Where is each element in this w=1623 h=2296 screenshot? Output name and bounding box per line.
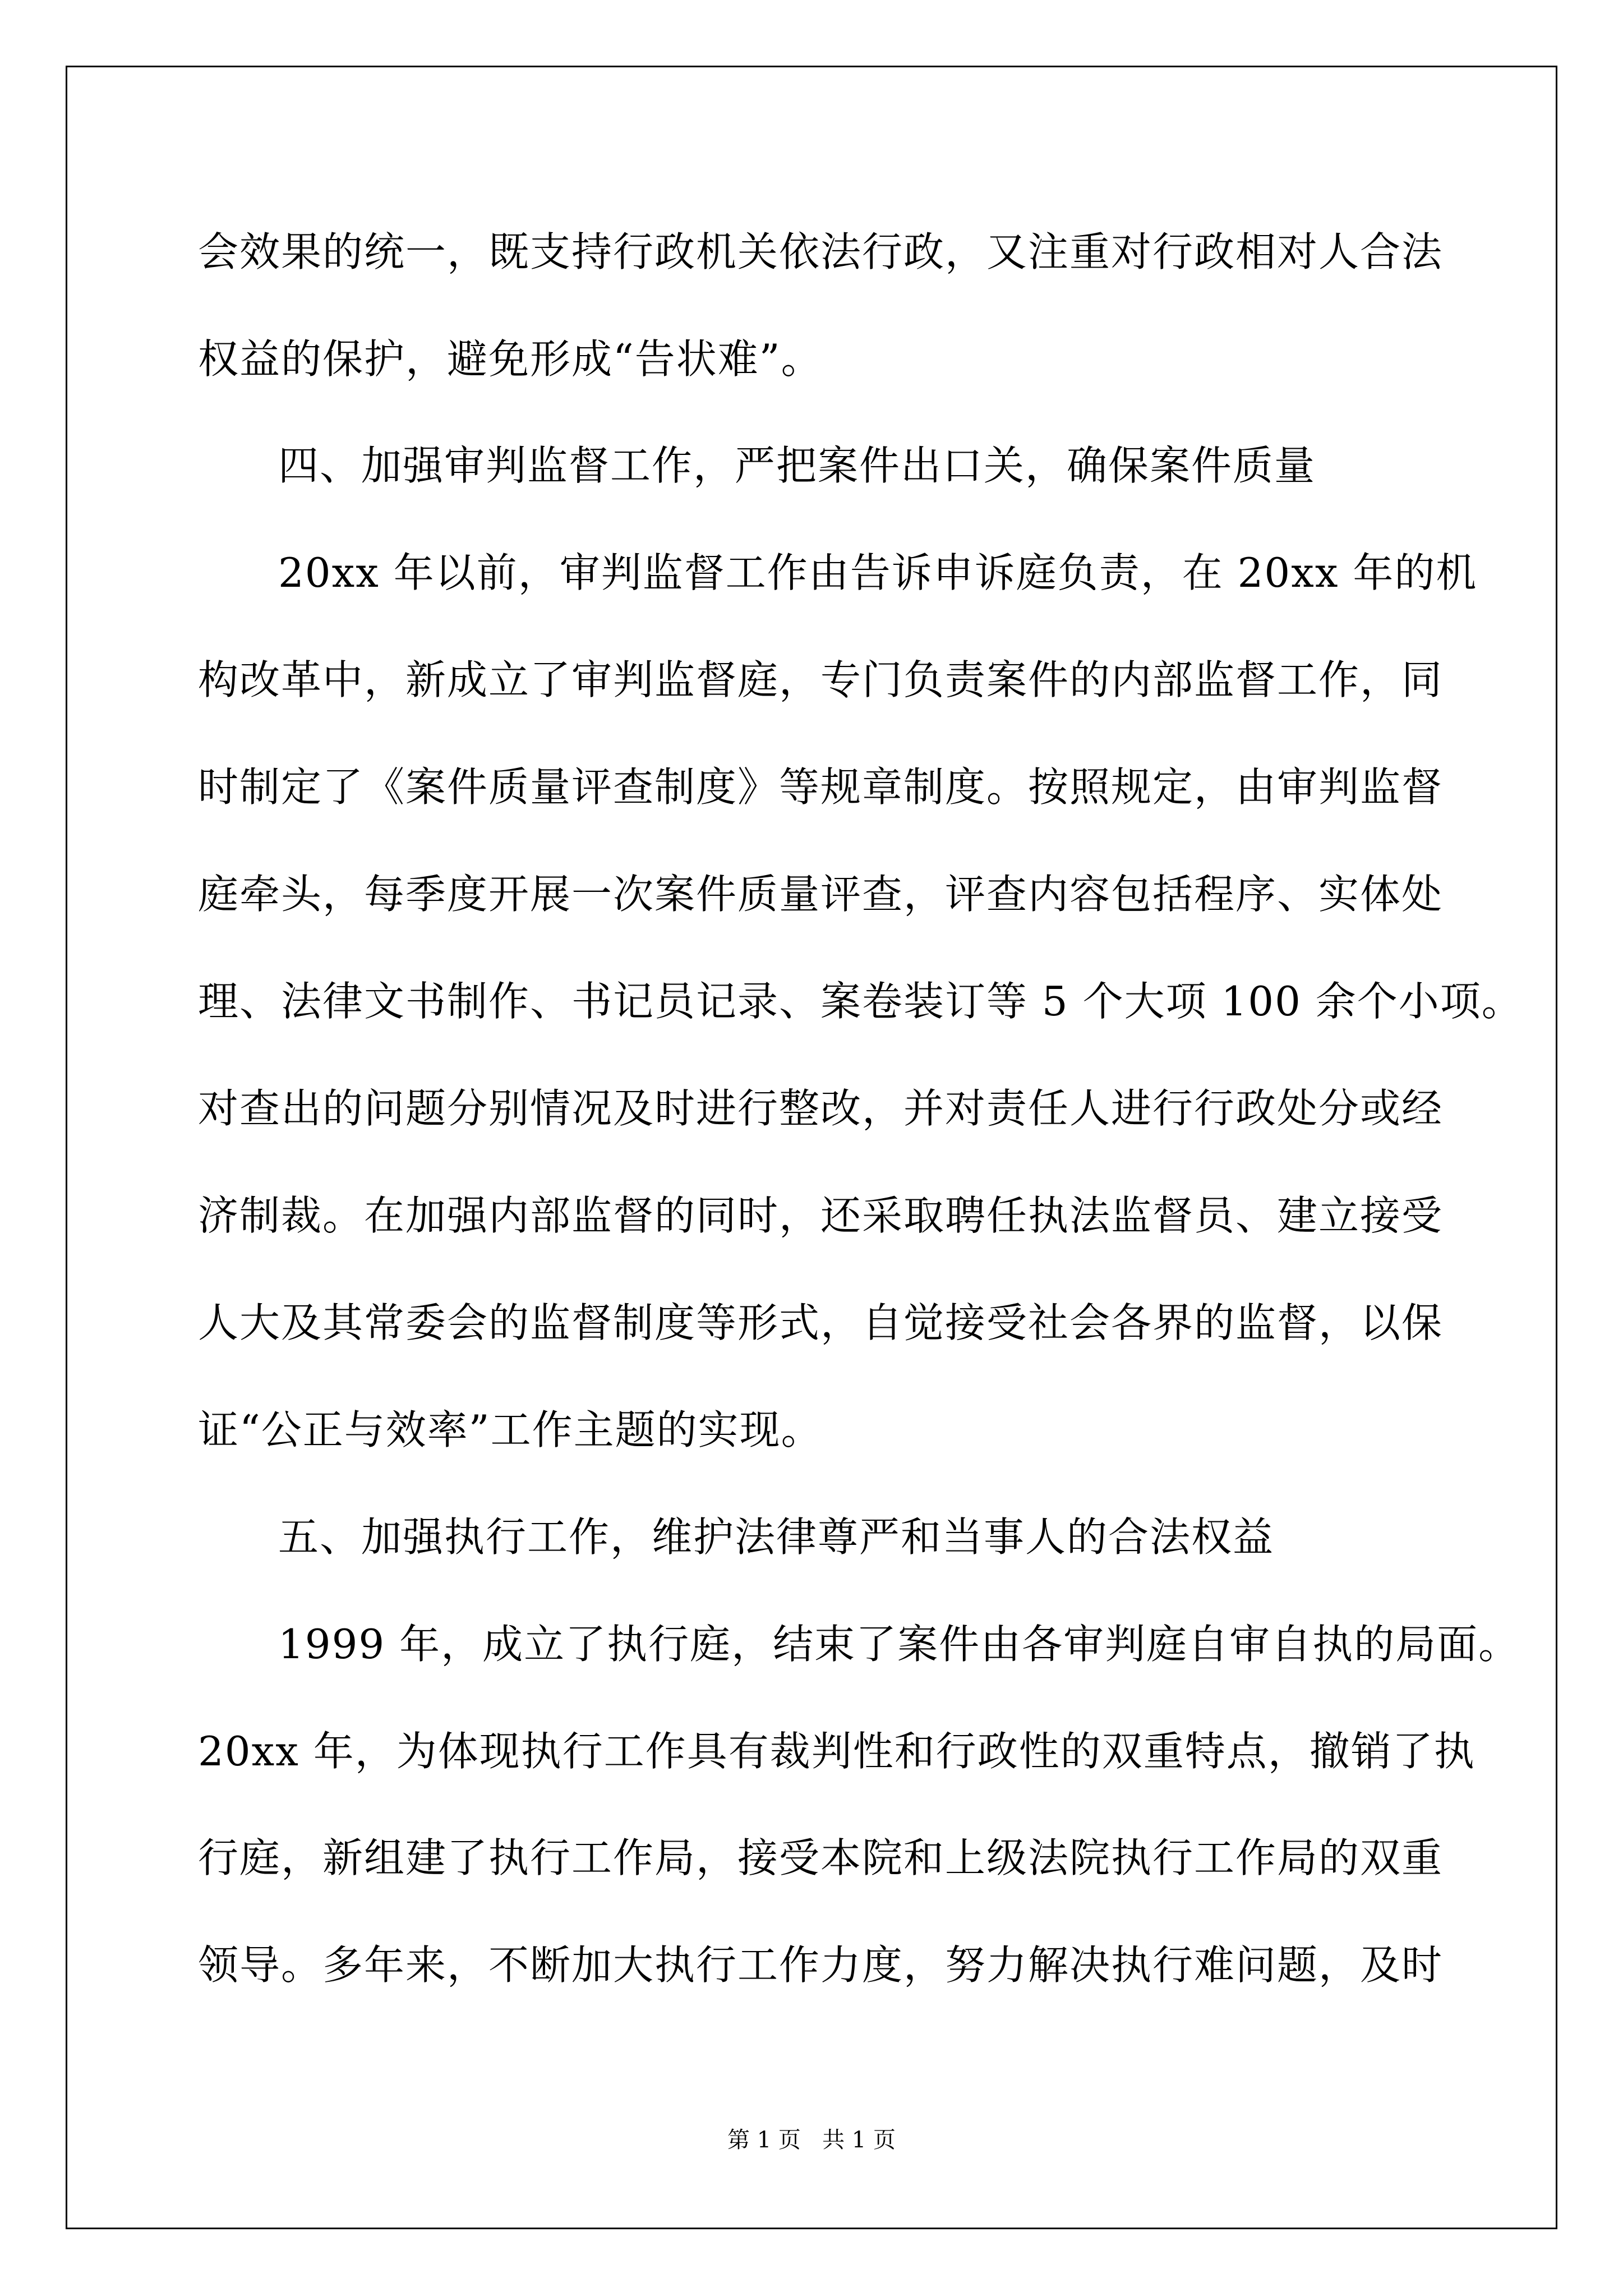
body-text-line: 20xx 年，为体现执行工作具有裁判性和行政性的双重特点，撤销了执 <box>198 1728 1476 1775</box>
body-text-line: 人大及其常委会的监督制度等形式，自觉接受社会各界的监督，以保 <box>198 1299 1444 1346</box>
body-text-line: 理、法律文书制作、书记员记录、案卷装订等 5 个大项 100 余个小项。 <box>198 978 1523 1025</box>
body-text-line: 证“公正与效率”工作主题的实现。 <box>198 1406 823 1453</box>
body-text-line: 济制裁。在加强内部监督的同时，还采取聘任执法监督员、建立接受 <box>198 1192 1444 1239</box>
body-text-line: 庭牵头，每季度开展一次案件质量评查，评查内容包括程序、实体处 <box>198 871 1444 918</box>
section-heading-5: 五、加强执行工作，维护法律尊严和当事人的合法权益 <box>278 1513 1275 1561</box>
body-text-line: 会效果的统一，既支持行政机关依法行政，又注重对行政相对人合法 <box>198 228 1444 275</box>
body-text-line: 时制定了《案件质量评查制度》等规章制度。按照规定，由审判监督 <box>198 763 1444 811</box>
body-text-line: 对查出的问题分别情况及时进行整改，并对责任人进行行政处分或经 <box>198 1085 1444 1132</box>
body-text-line: 权益的保护，避免形成“告状难”。 <box>198 335 823 383</box>
page-border <box>66 66 1557 2229</box>
body-text-line: 1999 年，成立了执行庭，结束了案件由各审判庭自审自执的局面。 <box>278 1621 1520 1668</box>
section-heading-4: 四、加强审判监督工作，严把案件出口关，确保案件质量 <box>278 442 1316 489</box>
body-text-line: 构改革中，新成立了审判监督庭，专门负责案件的内部监督工作，同 <box>198 656 1444 703</box>
body-text-line: 20xx 年以前，审判监督工作由告诉申诉庭负责，在 20xx 年的机 <box>278 549 1478 596</box>
body-text-line: 领导。多年来，不断加大执行工作力度，努力解决执行难问题，及时 <box>198 1941 1444 1989</box>
page-footer: 第 1 页 共 1 页 <box>727 2127 896 2153</box>
body-text-line: 行庭，新组建了执行工作局，接受本院和上级法院执行工作局的双重 <box>198 1834 1444 1881</box>
